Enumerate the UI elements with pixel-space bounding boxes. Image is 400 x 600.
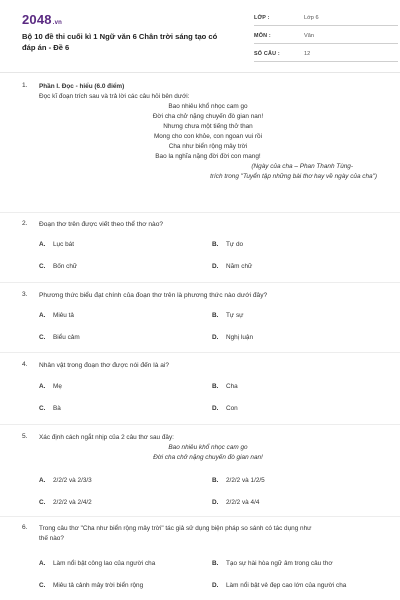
option-a[interactable] xyxy=(39,477,92,484)
meta-subject-value: Văn xyxy=(304,33,314,39)
page-header xyxy=(22,12,382,58)
option-text: Lục bát xyxy=(53,241,74,248)
meta-count-label: SỐ CÂU : xyxy=(254,51,280,57)
option-key: D. xyxy=(212,334,219,341)
option-key: A. xyxy=(39,312,46,319)
header-divider xyxy=(0,72,400,73)
question-text: Đoạn thơ trên được viết theo thể thơ nào? xyxy=(39,221,164,228)
option-key: B. xyxy=(212,241,219,248)
quoted-line: Đời cha chở nặng chuyến đò gian nan! xyxy=(153,454,263,461)
question-number: 1. xyxy=(22,82,28,89)
option-key: D. xyxy=(212,263,219,270)
option-text: Cha xyxy=(226,383,238,390)
option-text: Bà xyxy=(53,405,61,412)
option-c[interactable] xyxy=(39,499,92,506)
option-text: Miêu tả cảnh mây trời biển rộng xyxy=(53,582,144,589)
option-key: A. xyxy=(39,560,46,567)
option-text: Tự sự xyxy=(226,312,244,319)
meta-class-label: LỚP : xyxy=(254,15,270,21)
question-1 xyxy=(22,82,382,202)
option-key: D. xyxy=(212,582,219,589)
option-c[interactable] xyxy=(39,334,80,341)
option-text: Biểu cảm xyxy=(53,334,80,341)
option-key: C. xyxy=(39,582,46,589)
question-divider xyxy=(0,424,400,425)
document-title: Bộ 10 đề thi cuối kì 1 Ngữ văn 6 Chân trời sáng tạo có đáp án - Đề 6 xyxy=(22,32,218,52)
question-text: Nhân vật trong đoạn thơ được nói đến là ai? xyxy=(39,362,170,369)
option-c[interactable] xyxy=(39,582,143,589)
option-text: Miêu tả xyxy=(53,312,74,319)
question-number: 6. xyxy=(22,524,28,531)
option-text: Năm chữ xyxy=(226,263,253,270)
option-d[interactable] xyxy=(212,582,346,589)
option-a[interactable] xyxy=(39,383,62,390)
option-d[interactable] xyxy=(212,499,259,506)
poem-line: Bao nhiêu khổ nhọc cam go xyxy=(168,103,248,110)
poem-line: Đời cha chở nặng chuyến đò gian nan! xyxy=(152,113,264,120)
option-key: A. xyxy=(39,383,46,390)
option-text: 2/2/2 và 1/2/5 xyxy=(226,477,265,484)
meta-subject-label: MÔN : xyxy=(254,33,271,39)
option-key: B. xyxy=(212,477,219,484)
option-text: 2/2/2 và 4/4 xyxy=(226,499,260,506)
meta-count-value: 12 xyxy=(304,51,311,57)
option-key: C. xyxy=(39,405,46,412)
option-key: C. xyxy=(39,334,46,341)
option-key: C. xyxy=(39,499,46,506)
option-c[interactable] xyxy=(39,263,77,270)
section-heading: Phần I. Đọc - hiểu (6.0 điểm) xyxy=(39,83,125,90)
question-text xyxy=(39,433,377,463)
question-2 xyxy=(22,220,382,280)
instruction-text: Đọc kĩ đoạn trích sau và trả lời các câu hỏi bên dưới: xyxy=(39,93,190,100)
brand-suffix: .vn xyxy=(52,20,63,26)
meta-class-row xyxy=(254,12,398,26)
option-key: B. xyxy=(212,560,219,567)
option-text: Làm nổi bật vẻ đẹp cao lớn của người cha xyxy=(226,582,347,589)
option-key: D. xyxy=(212,405,219,412)
option-text: Tạo sự hài hòa ngữ âm trong câu thơ xyxy=(226,560,333,567)
question-number: 5. xyxy=(22,433,28,440)
question-text xyxy=(39,82,377,182)
option-key: A. xyxy=(39,241,46,248)
option-a[interactable] xyxy=(39,560,155,567)
question-prompt: Xác định cách ngắt nhịp của 2 câu thơ sau đây: xyxy=(39,434,174,441)
question-5 xyxy=(22,433,382,515)
option-d[interactable] xyxy=(212,405,238,412)
brand-logo[interactable] xyxy=(22,12,62,27)
option-text: 2/2/2 và 2/3/3 xyxy=(53,477,92,484)
option-text: Mẹ xyxy=(53,383,62,390)
option-a[interactable] xyxy=(39,241,74,248)
option-text: Bốn chữ xyxy=(53,263,78,270)
poem-line: Cha như biển rộng mây trời xyxy=(168,143,248,150)
option-c[interactable] xyxy=(39,405,61,412)
option-b[interactable] xyxy=(212,477,265,484)
question-divider xyxy=(0,516,400,517)
option-b[interactable] xyxy=(212,560,333,567)
option-key: C. xyxy=(39,263,46,270)
question-divider xyxy=(0,282,400,283)
meta-class-value: Lớp 6 xyxy=(304,15,319,21)
option-key: B. xyxy=(212,312,219,319)
question-divider xyxy=(0,352,400,353)
question-text xyxy=(39,524,377,544)
option-key: D. xyxy=(212,499,219,506)
meta-panel xyxy=(254,12,398,66)
option-text: Làm nổi bật công lao của người cha xyxy=(53,560,156,567)
option-text: Tự do xyxy=(226,241,244,248)
option-key: A. xyxy=(39,477,46,484)
option-b[interactable] xyxy=(212,241,243,248)
option-d[interactable] xyxy=(212,334,253,341)
question-number: 3. xyxy=(22,291,28,298)
meta-subject-row xyxy=(254,30,398,44)
option-a[interactable] xyxy=(39,312,74,319)
option-text: Nghị luận xyxy=(226,334,254,341)
poem-line: Bao la nghĩa nặng đời đời con mang! xyxy=(155,153,261,160)
option-text: Con xyxy=(226,405,238,412)
question-divider xyxy=(0,212,400,213)
option-b[interactable] xyxy=(212,312,243,319)
question-number: 4. xyxy=(22,361,28,368)
question-number: 2. xyxy=(22,220,28,227)
option-b[interactable] xyxy=(212,383,238,390)
question-line-2: thế nào? xyxy=(39,535,64,542)
question-6 xyxy=(22,524,382,596)
option-key: B. xyxy=(212,383,219,390)
poem-source-line-1: (Ngày của cha – Phan Thanh Tùng- xyxy=(251,163,353,170)
question-4 xyxy=(22,361,382,421)
option-text: 2/2/2 và 2/4/2 xyxy=(53,499,92,506)
question-line-1: Trong câu thơ "Cha như biển rộng mây trời" tác giả sử dụng biện pháp so sánh có tác dụng như xyxy=(39,525,312,532)
brand-name: 2048 xyxy=(22,12,52,27)
option-d[interactable] xyxy=(212,263,252,270)
question-3 xyxy=(22,291,382,351)
meta-count-row xyxy=(254,48,398,62)
poem-line: Mong cho con khỏe, con ngoan vui rồi xyxy=(153,133,262,140)
question-text: Phương thức biểu đạt chính của đoạn thơ trên là phương thức nào dưới đây? xyxy=(39,292,268,299)
poem-line: Nhưng chưa một tiếng thở than xyxy=(163,123,253,130)
poem-source-line-2: trích trong "Tuyển tập những bài thơ hay về ngày của cha") xyxy=(210,173,377,180)
quoted-line: Bao nhiêu khổ nhọc cam go xyxy=(168,444,248,451)
